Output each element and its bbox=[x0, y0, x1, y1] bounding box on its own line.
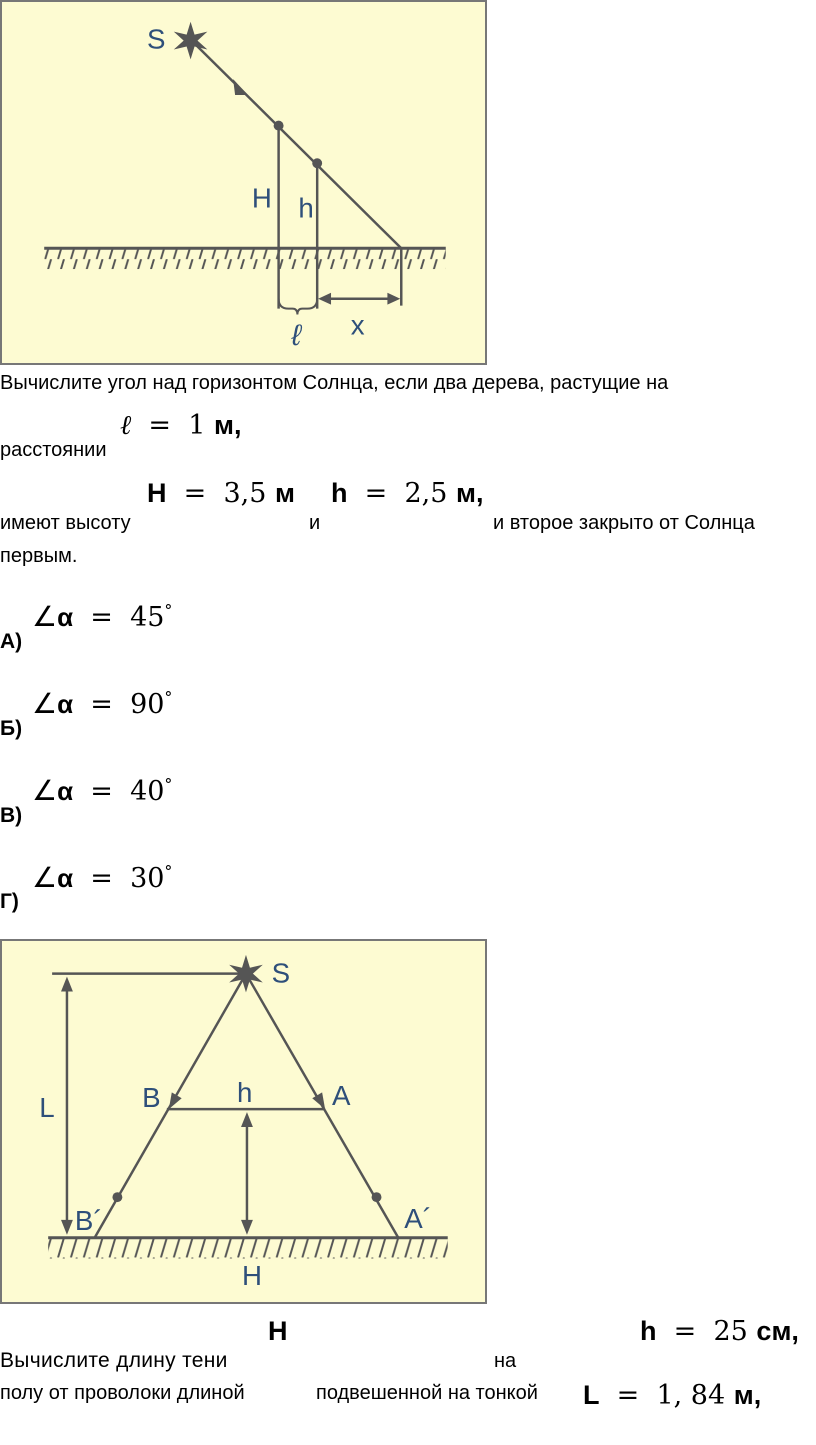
problem2-line2-start: полу от проволоки длиной bbox=[0, 1382, 245, 1404]
option-d-label: Г) bbox=[0, 890, 19, 913]
value: 25 bbox=[713, 1316, 748, 1347]
problem2-line2-mid: подвешенной на тонкой bbox=[316, 1382, 538, 1404]
label-H: H bbox=[242, 1260, 263, 1292]
option-b-formula bbox=[32, 687, 172, 720]
problem1-line3-and: и bbox=[309, 512, 321, 534]
unit: м bbox=[275, 478, 295, 508]
label-H: H bbox=[251, 182, 272, 214]
option-d-formula bbox=[32, 861, 172, 894]
unit: см, bbox=[756, 1316, 799, 1346]
label-bprime: B´ bbox=[74, 1204, 103, 1236]
angle-symbol: ∠ bbox=[32, 687, 58, 720]
problem1-line3-start: имеют высоту bbox=[0, 512, 131, 534]
value: 3,5 bbox=[223, 478, 267, 509]
option-a-formula bbox=[32, 600, 172, 633]
distance-brace bbox=[279, 299, 318, 315]
alpha-symbol: α bbox=[57, 602, 74, 632]
alpha-symbol: α bbox=[57, 863, 74, 893]
degree-symbol: ° bbox=[164, 601, 173, 620]
value: 1 bbox=[188, 410, 206, 441]
formula-H-2 bbox=[268, 1316, 288, 1347]
label-h: h bbox=[237, 1077, 253, 1109]
label-s: S bbox=[147, 23, 166, 55]
value: 2,5 bbox=[404, 478, 448, 509]
var-H: H bbox=[268, 1316, 288, 1346]
degree-symbol: ° bbox=[164, 862, 173, 881]
eq-sign: = bbox=[616, 1380, 640, 1411]
eq-sign: = bbox=[183, 478, 207, 509]
var-h: h bbox=[640, 1316, 657, 1346]
degree-symbol: ° bbox=[164, 688, 173, 707]
eq-sign: = bbox=[90, 689, 113, 720]
option-b-label: Б) bbox=[0, 717, 23, 740]
formula-H bbox=[147, 478, 295, 509]
option-c-label: В) bbox=[0, 804, 23, 827]
eq-sign: = bbox=[364, 478, 388, 509]
option-c-formula bbox=[32, 774, 172, 807]
label-B: B bbox=[142, 1082, 161, 1114]
problem1-line1: Вычислите угол над горизонтом Солнца, если два дерева, растущие на bbox=[0, 372, 669, 394]
formula-L bbox=[583, 1380, 761, 1411]
angle-symbol: ∠ bbox=[32, 861, 58, 894]
eq-sign: = bbox=[673, 1316, 697, 1347]
problem1-line3-end: и второе закрыто от Солнца bbox=[493, 512, 755, 534]
option-value: 90 bbox=[130, 689, 165, 720]
eq-sign: = bbox=[90, 776, 113, 807]
problem1-line2: расстоянии bbox=[0, 439, 107, 461]
angle-symbol: ∠ bbox=[32, 600, 58, 633]
figure-wire-shadow-svg bbox=[2, 941, 485, 1302]
ground-hatch bbox=[44, 249, 446, 269]
label-aprime: A´ bbox=[404, 1202, 432, 1234]
eq-sign: = bbox=[90, 863, 113, 894]
unit: м, bbox=[733, 1380, 762, 1410]
option-value: 40 bbox=[130, 776, 165, 807]
ground-hatch bbox=[48, 1239, 448, 1259]
ray-left-arrow bbox=[169, 1092, 182, 1109]
label-s: S bbox=[271, 957, 291, 989]
value: 1, 84 bbox=[656, 1380, 726, 1411]
unit: м, bbox=[456, 478, 484, 508]
var-h: h bbox=[331, 478, 348, 508]
unit: м, bbox=[214, 410, 242, 440]
var-H: H bbox=[147, 478, 167, 508]
label-L: L bbox=[39, 1092, 55, 1124]
sun-ray bbox=[191, 40, 402, 249]
sun-star-icon bbox=[174, 22, 208, 60]
formula-h-2 bbox=[640, 1316, 799, 1347]
var-L: L bbox=[583, 1380, 600, 1410]
figure-wire-shadow bbox=[0, 939, 487, 1304]
alpha-symbol: α bbox=[57, 776, 74, 806]
problem2-line1-start: Вычислите длину тени bbox=[0, 1349, 228, 1372]
label-l: ℓ bbox=[291, 319, 302, 353]
eq-sign: = bbox=[148, 410, 172, 441]
option-a-label: А) bbox=[0, 630, 23, 653]
degree-symbol: ° bbox=[164, 775, 173, 794]
formula-distance bbox=[120, 410, 241, 441]
label-h: h bbox=[298, 192, 314, 224]
option-value: 45 bbox=[130, 602, 165, 633]
point-aprime-dot bbox=[372, 1192, 382, 1202]
ray-right-arrow bbox=[312, 1092, 325, 1109]
label-A: A bbox=[332, 1080, 351, 1112]
angle-symbol: ∠ bbox=[32, 774, 58, 807]
formula-h bbox=[331, 478, 484, 509]
figure-trees-shadow bbox=[0, 0, 487, 365]
eq-sign: = bbox=[90, 602, 113, 633]
problem2-line1-on: на bbox=[494, 1350, 517, 1372]
point-bprime-dot bbox=[112, 1192, 122, 1202]
alpha-symbol: α bbox=[57, 689, 74, 719]
var-l: ℓ bbox=[120, 410, 132, 441]
tree-tall-top bbox=[274, 121, 284, 131]
option-value: 30 bbox=[130, 863, 165, 894]
tree-short-top bbox=[312, 158, 322, 168]
figure-trees-shadow-svg bbox=[2, 2, 485, 363]
problem1-line4: первым. bbox=[0, 545, 78, 567]
label-x: x bbox=[350, 309, 365, 341]
